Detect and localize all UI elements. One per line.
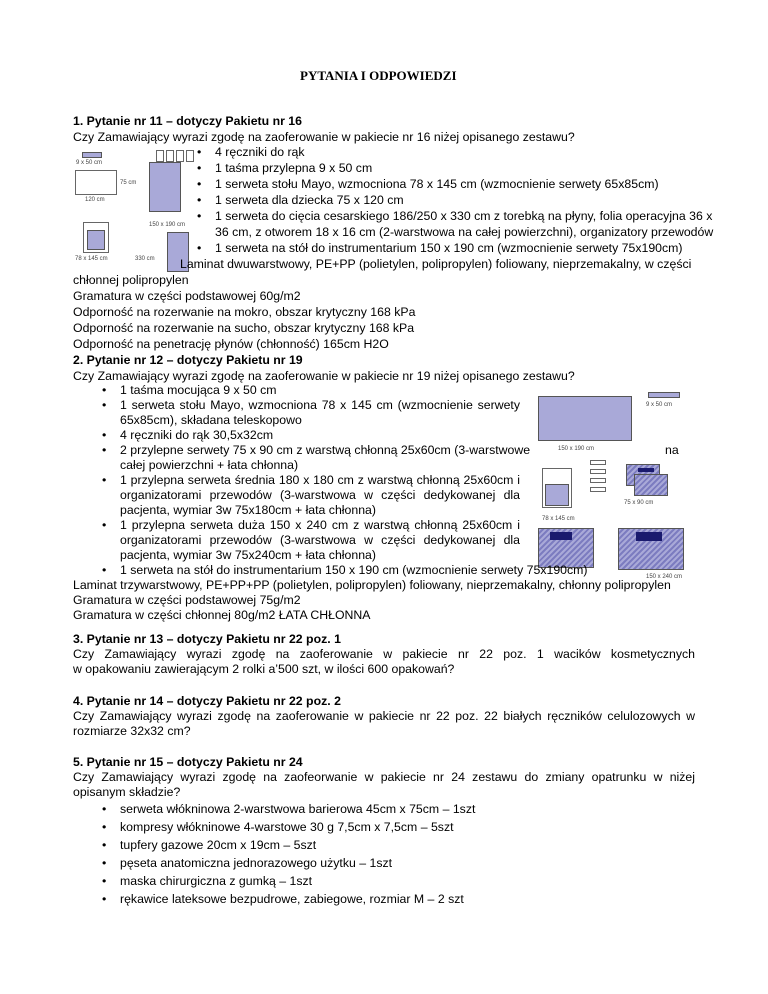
q2-item-cont: pacjenta, wymiar 3w 75x180cm + łata chłonna)	[120, 503, 376, 517]
q5-item: • maska chirurgiczna z gumką – 1szt	[120, 874, 312, 889]
q1-towel-icons	[156, 150, 196, 162]
q2-item: • 2 przylepne serwety 75 x 90 cm z warstwą chłonną 25x60cm (3-warstwowe	[120, 443, 530, 458]
q1-fig-tape	[82, 152, 102, 158]
q2-figure	[536, 388, 696, 588]
q5-text: Czy Zamawiający wyrazi zgodę na zaofeorwanie w pakiecie nr 24 zestawu do zmiany opatrunku w niżej	[73, 770, 695, 784]
q2-fig-mayo-cover	[545, 484, 569, 506]
towel-icon	[166, 150, 174, 162]
q4-text: Czy Zamawiający wyrazi zgodę na zaoferowanie w pakiecie nr 22 poz. 22 białych ręczników celulozowych w	[73, 709, 695, 723]
q2-fig-label-4: 150 x 240 cm	[646, 574, 683, 580]
q1-item: • 1 serweta dla dziecka 75 x 120 cm	[215, 193, 404, 208]
q1-item: • 4 ręczniki do rąk	[215, 145, 305, 160]
q1-fig-table-cover	[149, 162, 181, 212]
q5-item: • tupfery gazowe 20cm x 19cm – 5szt	[120, 838, 316, 853]
q5-item: • pęseta anatomiczna jednorazowego użytku – 1szt	[120, 856, 392, 871]
q2-fig-adhesive-drape	[634, 474, 668, 496]
towel-icon	[156, 150, 164, 162]
q1-heading: 1. Pytanie nr 11 – dotyczy Pakietu nr 16	[73, 114, 302, 128]
q1-item: • 1 serweta do cięcia cesarskiego 186/250 x 330 cm z torebką na płyny, folia operacyjna 36 x	[215, 209, 712, 224]
q2-item: • 1 serweta stołu Mayo, wzmocniona 78 x 145 cm (wzmocnienie serwety	[120, 398, 520, 413]
q2-fig-label-1: 150 x 190 cm	[558, 446, 595, 452]
q2-item-cont: całej powierzchni + łata chłonna)	[120, 458, 299, 472]
q1-spec: Odporność na penetrację płynów (chłonność) 165cm H2O	[73, 337, 389, 351]
q2-item-cont: 65x85cm), składana teleskopowo	[120, 413, 302, 427]
q5-heading: 5. Pytanie nr 15 – dotyczy Pakietu nr 24	[73, 755, 303, 769]
towel-icon	[590, 478, 606, 483]
q1-question: Czy Zamawiający wyrazi zgodę na zaoferowanie w pakiecie nr 16 niżej opisanego zestawu?	[73, 130, 575, 144]
q2-question: Czy Zamawiający wyrazi zgodę na zaoferowanie w pakiecie nr 19 niżej opisanego zestawu?	[73, 369, 575, 383]
q2-item: • 1 taśma mocująca 9 x 50 cm	[120, 383, 277, 398]
q2-fig-absorbent-patch	[638, 468, 654, 472]
q4-heading: 4. Pytanie nr 14 – dotyczy Pakietu nr 22 poz. 2	[73, 694, 341, 708]
q3-heading: 3. Pytanie nr 13 – dotyczy Pakietu nr 22 poz. 1	[73, 632, 341, 646]
q2-item: • 1 przylepna serweta duża 150 x 240 cm z warstwą chłonną 25x60cm i	[120, 518, 520, 533]
towel-icon	[590, 460, 606, 465]
q2-fig-label-0: 9 x 50 cm	[646, 402, 673, 408]
q1-laminat: Laminat dwuwarstwowy, PE+PP (polietylen, polipropylen) foliowany, nieprzemakalny, w części	[180, 257, 692, 271]
q2-fig-absorbent-patch	[636, 532, 662, 541]
q2-spec: Gramatura w części podstawowej 75g/m2	[73, 593, 301, 607]
q1-item: • 1 serweta stołu Mayo, wzmocniona 78 x 145 cm (wzmocnienie serwety 65x85cm)	[215, 177, 659, 192]
q1-spec: Odporność na rozerwanie na mokro, obszar krytyczny 168 kPa	[73, 305, 416, 319]
q2-fig-label-2: 75 x 90 cm	[624, 500, 654, 506]
q1-fig-mayo-cover	[87, 230, 105, 250]
page-title: PYTANIA I ODPOWIEDZI	[300, 68, 457, 83]
q1-fig-label-5: 330 cm	[135, 256, 155, 262]
q2-item: • 4 ręczniki do rąk 30,5x32cm	[120, 428, 273, 443]
q5-item: • rękawice lateksowe bezpudrowe, zabiegowe, rozmiar M – 2 szt	[120, 892, 464, 907]
q5-text: opisanym składzie?	[73, 785, 181, 799]
q2-spec: Gramatura w części chłonnej 80g/m2 ŁATA CHŁONNA	[73, 608, 371, 622]
q5-item: • kompresy włókninowe 4-warstowe 30 g 7,5cm x 7,5cm – 5szt	[120, 820, 454, 835]
q2-item: • 1 serweta na stół do instrumentarium 150 x 190 cm (wzmocnienie serwety 75x190cm)	[120, 563, 588, 578]
towel-icon	[186, 150, 194, 162]
q1-spec: Odporność na rozerwanie na sucho, obszar krytyczny 168 kPa	[73, 321, 415, 335]
q2-fig-table-cover	[538, 396, 632, 441]
q1-fig-label-0: 9 x 50 cm	[76, 160, 103, 166]
q4-text: rozmiarze 32x32 cm?	[73, 724, 191, 738]
q1-fig-label-4: 78 x 145 cm	[75, 256, 108, 262]
q1-item-continuation: 36 cm, z otworem 18 x 16 cm (2-warstwowa na całej powierzchni), organizatory przewodów	[215, 225, 714, 239]
q2-fig-absorbent-patch	[550, 532, 572, 540]
q2-fig-label-3: 78 x 145 cm	[542, 516, 575, 522]
q1-spec: Gramatura w części podstawowej 60g/m2	[73, 289, 301, 303]
towel-icon	[590, 487, 606, 492]
q3-text: w opakowaniu zawierającym 2 rolki a’500 szt, w ilości 600 opakowań?	[73, 662, 455, 676]
towel-icon	[176, 150, 184, 162]
q5-item: • serweta włókninowa 2-warstwowa barierowa 45cm x 75cm – 1szt	[120, 802, 475, 817]
q2-laminat: Laminat trzywarstwowy, PE+PP+PP (polietylen, polipropylen) foliowany, nieprzemakalny, chłonny polipropylen	[73, 578, 671, 592]
q2-item: • 1 przylepna serweta średnia 180 x 180 cm z warstwą chłonną 25x60cm i	[120, 473, 520, 488]
q1-fig-label-2: 120 cm	[85, 197, 105, 203]
q2-item-cont: organizatorami przewodów (3-warstwowa w części dedykowanej dla	[120, 533, 520, 547]
q2-fig-tape	[648, 392, 680, 398]
q2-item-cont: pacjenta, wymiar 3w 75x240cm + łata chłonna)	[120, 548, 376, 562]
q1-fig-label-1: 75 cm	[120, 180, 137, 186]
q3-text: Czy Zamawiający wyrazi zgodę na zaoferowanie w pakiecie nr 22 poz. 1 wacików kosmetycznych	[73, 647, 695, 661]
q1-fig-label-3: 150 x 190 cm	[149, 222, 186, 228]
q1-item: • 1 taśma przylepna 9 x 50 cm	[215, 161, 372, 176]
q2-item-cont: organizatorami przewodów (3-warstwowa w części dedykowanej dla	[120, 488, 520, 502]
q2-heading: 2. Pytanie nr 12 – dotyczy Pakietu nr 19	[73, 353, 303, 367]
q1-figure	[73, 150, 213, 270]
q2-item-na: na	[665, 443, 679, 457]
towel-icon	[590, 469, 606, 474]
q1-fig-child-drape	[75, 170, 117, 195]
q1-item: • 1 serweta na stół do instrumentarium 150 x 190 cm (wzmocnienie serwety 75x190cm)	[215, 241, 683, 256]
q1-laminat-cont: chłonnej polipropylen	[73, 273, 189, 287]
